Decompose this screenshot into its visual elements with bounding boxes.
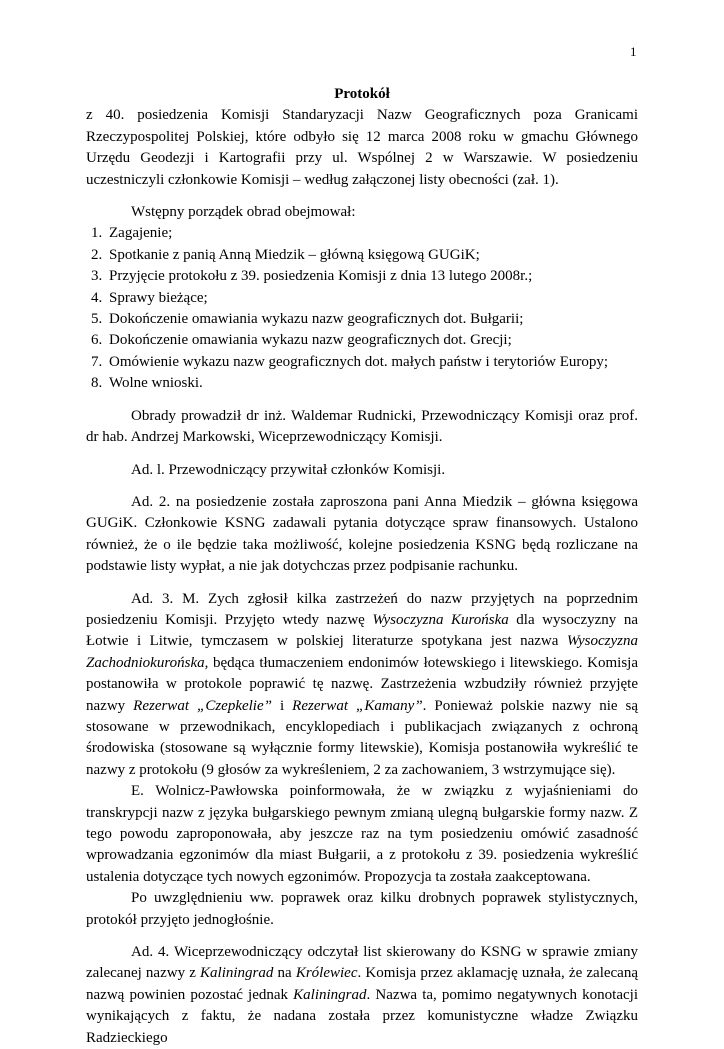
page-title: Protokół xyxy=(334,86,390,102)
text-segment: . Komisja przez aklamację uznała, że zalecaną nazwą powinien pozostać jednak xyxy=(86,965,638,1003)
place-name: Wysoczyzna Kurońska xyxy=(372,611,509,628)
place-name: Królewiec xyxy=(295,965,358,982)
text-segment: . Nazwa ta, pomimo negatywnych konotacji wynikających z faktu, że nadana została przez komunistyczne władze Związku Radzieckiego xyxy=(86,986,638,1046)
chair-paragraph: Obrady prowadził dr inż. Waldemar Rudnicki, Przewodniczący Komisji oraz prof. dr hab. Andrzej Markowski, Wiceprzewodniczący Komisji. xyxy=(86,407,638,446)
place-name: Wysoczyzna Zachodniokurońska xyxy=(86,633,638,671)
place-name: Rezerwat „Czepkelie” xyxy=(133,697,272,714)
document-body xyxy=(86,84,638,1049)
agenda-item: 1. Zagajenie; xyxy=(106,223,638,244)
ad3-conclusion-paragraph: Po uwzględnieniu ww. poprawek oraz kilku drobnych poprawek stylistycznych, protokół przyjęto jednogłośnie. xyxy=(86,890,638,928)
text-segment: dla wysoczyzny na Łotwie i Litwie, tymczasem w polskiej literaturze spotykana jest nazwa xyxy=(86,611,638,650)
agenda-item: 6. Dokończenie omawiania wykazu nazw geograficznych dot. Grecji; xyxy=(106,330,638,351)
agenda-item: 8. Wolne wnioski. xyxy=(106,373,638,394)
agenda-item: 4. Sprawy bieżące; xyxy=(106,288,638,309)
ad3-paragraph xyxy=(86,589,638,782)
ad3-followup-paragraph: E. Wolnicz-Pawłowska poinformowała, że w związku z wyjaśnieniami do transkrypcji nazw z języka bułgarskiego pewnym zmianą ulegną bułgarskie formy nazw. Z tego powodu zaproponowała, aby jeszcze raz na tym posiedzeniu omówić zasadność wprowadzania egzonimów dla miast Bułgarii, a z protokołu z 39. posiedzenia wykreślić ustalenia dotyczące tych nowych egzonimów. Propozycja ta została zaakceptowana. xyxy=(86,783,638,885)
text-segment: , będąca tłumaczeniem endonimów łotewskiego i litewskiego. Komisja postanowiła w protokole poprawić tę nazwę. Zastrzeżenia wzbudziły również przyjęte nazwy xyxy=(86,654,638,714)
place-name: Kaliningrad xyxy=(200,965,274,982)
page-number: 1 xyxy=(630,44,637,59)
agenda-item: 3. Przyjęcie protokołu z 39. posiedzenia Komisji z dnia 13 lutego 2008r.; xyxy=(106,266,638,287)
ad2-paragraph: Ad. 2. na posiedzenie została zaproszona pani Anna Miedzik – główna księgowa GUGiK. Członkowie KSNG zadawali pytania dotyczące spraw finansowych. Ustalono również, że o ile będzie taka możliwość, kolejne posiedzenia KSNG będą rozliczane na podstawie listy wypłat, a nie jak dotychczas przez podpisanie rachunku. xyxy=(86,493,638,575)
place-name: Rezerwat „Kamany” xyxy=(292,697,423,714)
ad4-paragraph xyxy=(86,942,638,1049)
text-segment: na xyxy=(273,965,296,982)
agenda-item: 7. Omówienie wykazu nazw geograficznych dot. małych państw i terytoriów Europy; xyxy=(106,352,638,373)
intro-paragraph: z 40. posiedzenia Komisji Standaryzacji Nazw Geograficznych poza Granicami Rzeczypospolitej Polskiej, które odbyło się 12 marca 2008 roku w gmachu Głównego Urzędu Geodezji i Kartografii przy ul. Wspólnej 2 w Warszawie. W posiedzeniu uczestniczyli członkowie Komisji – według załączonej listy obecności (zał. 1). xyxy=(86,107,638,188)
text-segment: . Ponieważ polskie nazwy nie są stosowane w przewodnikach, encyklopediach i publikacjach związanych z ochroną środowiska (stosowane są wyłącznie formy litewskie), Komisja postanowiła wykreślić te nazwy z protokołu (9 głosów za wykreśleniem, 2 za zachowaniem, 3 wstrzymujące się). xyxy=(86,697,639,778)
agenda-heading: Wstępny porządek obrad obejmował: xyxy=(131,204,356,221)
text-segment: Ad. 4. Wiceprzewodniczący odczytał list skierowany do KSNG w sprawie zmiany zalecanej nazwy z xyxy=(86,944,638,982)
place-name: Kaliningrad xyxy=(293,986,367,1003)
agenda-item: 2. Spotkanie z panią Anną Miedzik – główną księgową GUGiK; xyxy=(106,245,638,266)
agenda-item: 5. Dokończenie omawiania wykazu nazw geograficznych dot. Bułgarii; xyxy=(106,309,638,330)
ad1-paragraph: Ad. l. Przewodniczący przywitał członków Komisji. xyxy=(131,461,446,478)
text-segment: i xyxy=(271,697,293,714)
text-segment: Ad. 3. M. Zych zgłosił kilka zastrzeżeń do nazw przyjętych na poprzednim posiedzeniu Komisji. Przyjęto wtedy nazwę xyxy=(86,590,638,628)
agenda-list xyxy=(86,223,638,394)
